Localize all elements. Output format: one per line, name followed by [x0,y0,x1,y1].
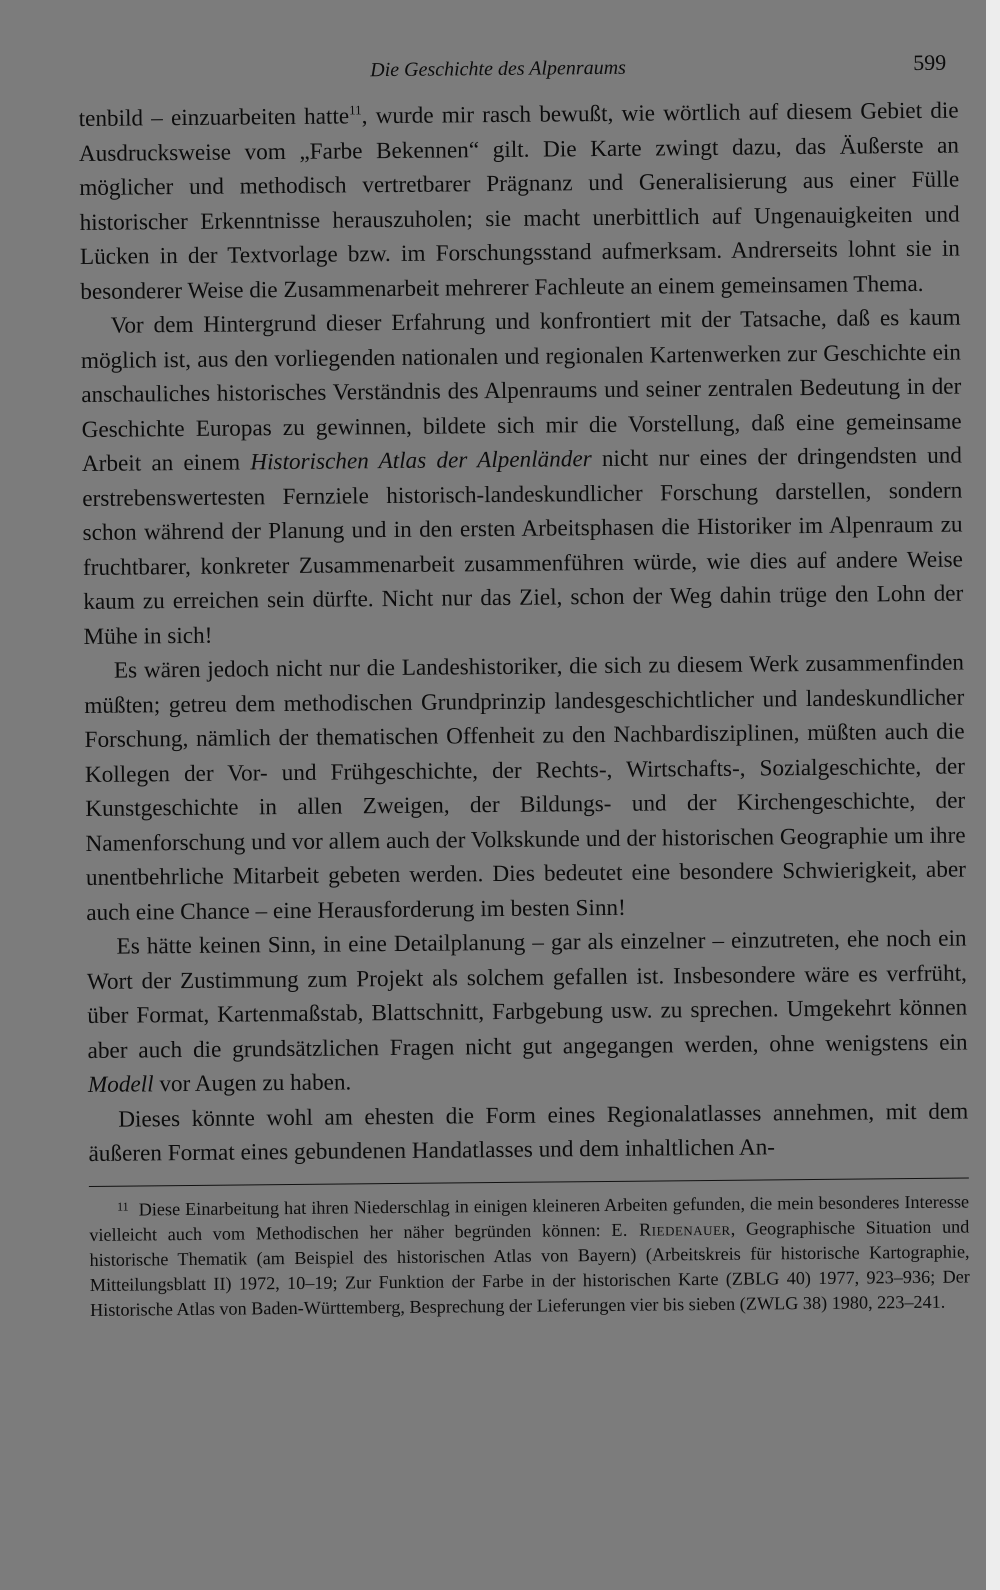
paragraph-3: Es wären jedoch nicht nur die Landeshistoriker, die sich zu diesem Werk zusammenfinden müßten; getreu dem methodischen Grundprinzip landesgeschichtlicher und landeskundlicher Forschung, nämlich der thematischen Offenheit zu den Nachbardisziplinen, müßten auch die Kollegen der Vor- und Frühgeschichte, der Rechts-, Wirtschafts-, Sozialgeschichte, der Kunstgeschichte in allen Zweigen, der Bildungs- und der Kirchengeschichte, der Namenforschung und vor allem auch der Volkskunde und der historischen Geographie um ihre unentbehrliche Mitarbeit gebeten werden. Dies bedeutet eine besondere Schwierigkeit, aber auch eine Chance – eine Herausforderung im besten Sinn! [84,649,967,926]
paragraph-1-start: tenbild – einzuarbeiten hatte [78,103,350,132]
footnote-number: 11 [117,1199,129,1214]
page-number: 599 [913,49,947,75]
paragraph-5: Dieses könnte wohl am ehesten die Form eines Regionalatlasses annehmen, mit dem äußeren Format eines gebundenen Handatlasses und dem inhaltlichen An- [88,1098,969,1167]
footnote-reference: 11 [348,102,362,118]
paragraph-4 [86,922,968,1103]
paragraph-1 [78,88,960,309]
paragraph-2-rest: nicht nur eines der dringendsten und erstrebenswertesten Fernziele historisch-landeskundlicher Forschung darstellen, sondern schon während der Planung und in den ersten Arbeitsphasen die Historiker im Alpenraum zu fruchtbarer, konkreter Zusammenarbeit zusammenführen würde, wie dies auf andere Weise kaum zu erreichen sein dürfte. Nicht nur das Ziel, schon der Weg dahin trüge den Lohn der Mühe in sich! [82,442,964,650]
paragraph-1-rest: , wurde mir rasch bewußt, wie wörtlich auf diesem Gebiet die Ausdrucksweise vom „Farbe Bekennen“ gilt. Die Karte zwingt dazu, das Äußerste an möglicher und methodisch vertretbarer Prägnanz und Generalisierung aus einer Fülle historischer Erkenntnisse herauszuholen; sie macht unerbittlich auf Ungenauigkeiten und Lücken in der Textvorlage bzw. im Forschungsstand aufmerksam. Andrerseits lohnt sie in besonderer Weise die Zusammenarbeit mehrerer Fachleute an einem gemeinsamen Thema. [78,97,961,305]
footnote-text-rest: , Geographische Situation und historische Thematik (am Beispiel des historischen Atlas von Bayern) (Arbeitskreis für historische Kartographie, Mitteilungsblatt II) 1972, 10–19; Zur Funktion der Farbe in der historischen Karte (ZBLG 40) 1977, 923–936; Der Historische Atlas von Baden-Württemberg, Besprechung der Lieferungen vier bis sieben (ZWLG 38) 1980, 223–241. [89,1215,970,1320]
atlas-title: Historischen Atlas der Alpenländer [250,446,592,476]
paragraph-4-start: Es hätte keinen Sinn, in eine Detailplanung – gar als einzelner – einzutreten, ehe noch ein Wort der Zustimmung zum Projekt als solchem gefallen ist. Insbesondere wäre es verfrüht, über Format, Kartenmaßstab, Blattschnitt, Farbgebung usw. zu sprechen. Umgekehrt können aber auch die grundsätzlichen Fragen nicht gut angegangen werden, ohne wenigstens ein [86,925,968,1064]
footnote-author: E. Riedenauer [611,1218,731,1240]
scan-page-edge [986,0,1000,1590]
footnote [89,1186,970,1322]
page-header [78,44,958,96]
body-text [78,88,968,1172]
footnote-text-start: Diese Einarbeitung hat ihren Niederschlag in einigen kleineren Arbeiten gefunden, die mein besonderes Interesse vielleicht auch vom Methodischen her näher begründen können: [89,1190,970,1245]
paragraph-2-start: Vor dem Hintergrund dieser Erfahrung und konfrontiert mit der Tatsache, daß es kaum möglich ist, aus den vorliegenden nationalen und regionalen Kartenwerken zur Geschichte ein anschauliches historisches Verständnis des Alpenraums und seiner zentralen Bedeutung in der Geschichte Europas zu gewinnen, bildete sich mir die Vorstellung, daß eine gemeinsame Arbeit an einem [80,304,962,477]
paragraph-4-rest: vor Augen zu haben. [153,1069,352,1098]
paragraph-2 [80,301,963,654]
book-page [78,44,970,1323]
footnote-rule [89,1177,969,1186]
running-title: Die Geschichte des Alpenraums [370,56,626,82]
model-word: Modell [87,1071,154,1098]
